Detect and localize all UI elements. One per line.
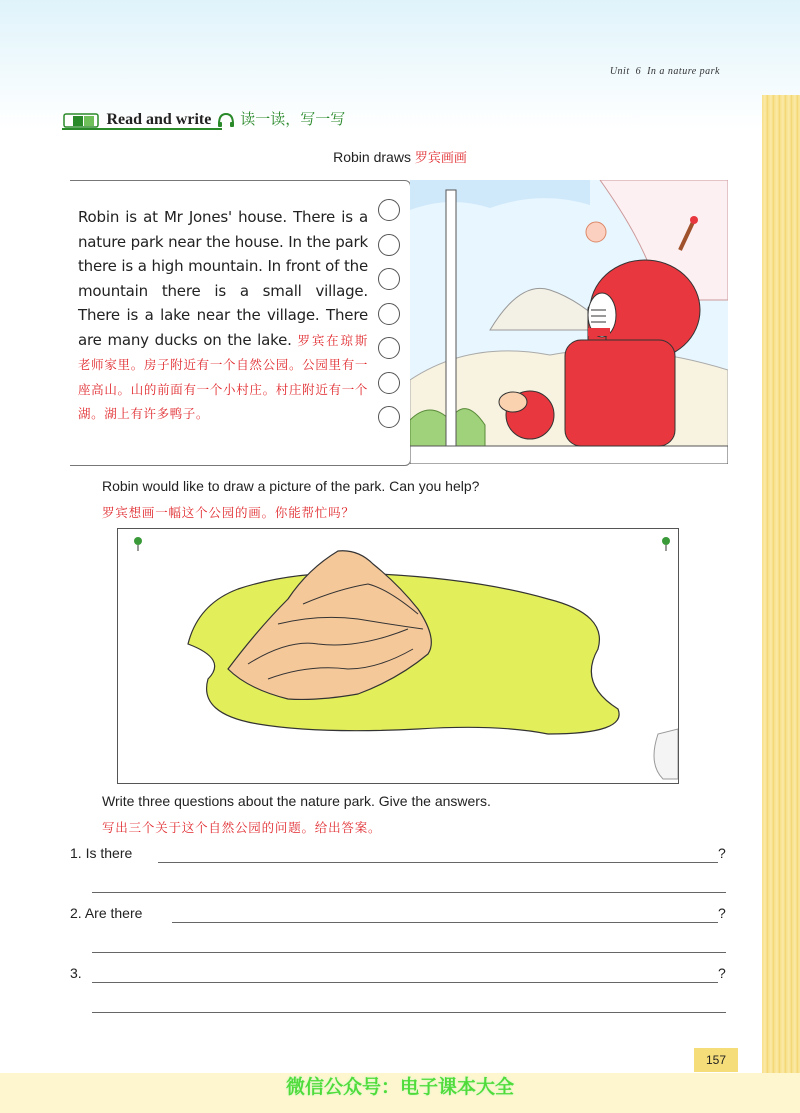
story-text-cn: 罗宾在琼斯老师家里。房子附近有一个自然公园。公园里有一座高山。山的前面有一个小村庄。村庄附近有一个湖。湖上有许多鸭子。	[78, 332, 368, 421]
book-page-edges	[762, 95, 800, 1113]
unit-header: Unit 6 In a nature park	[609, 66, 720, 77]
ring-icon	[378, 199, 400, 221]
question-mark-2: ?	[718, 905, 726, 921]
page-number: 157	[694, 1048, 738, 1072]
ring-icon	[378, 234, 400, 256]
answer-line-a1[interactable]	[92, 892, 726, 893]
question-mark-1: ?	[718, 845, 726, 861]
question-2: 2. Are there	[70, 905, 143, 921]
answer-line-q3[interactable]	[92, 982, 718, 983]
answer-line-q1[interactable]	[158, 862, 718, 863]
notebook-rings	[378, 199, 404, 441]
task2-prompt-cn: 写出三个关于这个自然公园的问题。给出答案。	[102, 820, 382, 835]
answer-line-a3[interactable]	[92, 1012, 726, 1013]
robot-window-illustration	[410, 180, 728, 464]
ring-icon	[378, 337, 400, 359]
task1-prompt-cn: 罗宾想画一幅这个公园的画。你能帮忙吗？	[102, 505, 355, 520]
section-title-cn: 读一读，写一写	[240, 111, 346, 128]
section-title	[62, 108, 345, 130]
answer-line-a2[interactable]	[92, 952, 726, 953]
question-3: 3.	[70, 965, 82, 981]
story-card	[70, 180, 411, 466]
ring-icon	[378, 372, 400, 394]
drawing-canvas[interactable]	[117, 528, 679, 784]
task1-prompt: Robin would like to draw a picture of the park. Can you help?	[102, 478, 480, 494]
ring-icon	[378, 268, 400, 290]
section-title-en: Read and write	[106, 111, 212, 128]
ring-icon	[378, 406, 400, 428]
headphone-icon	[216, 112, 236, 128]
question-1: 1. Is there	[70, 845, 133, 861]
story-text-en: Robin is at Mr Jones' house. There is a nature park near the house. In the park there is a high mountain. In front of the mountain there is a small village. There is a lake near the village. There are many ducks on the lake.	[78, 208, 368, 349]
watermark: 微信公众号：电子课本大全	[285, 1076, 514, 1098]
task2-prompt: Write three questions about the nature park. Give the answers.	[102, 793, 491, 809]
question-mark-3: ?	[718, 965, 726, 981]
story-text	[78, 205, 368, 426]
answer-line-q2[interactable]	[172, 922, 718, 923]
title-underline	[62, 128, 222, 130]
story-title: Robin draws 罗宾画画	[333, 149, 467, 166]
ring-icon	[378, 303, 400, 325]
book-icon	[62, 110, 102, 130]
